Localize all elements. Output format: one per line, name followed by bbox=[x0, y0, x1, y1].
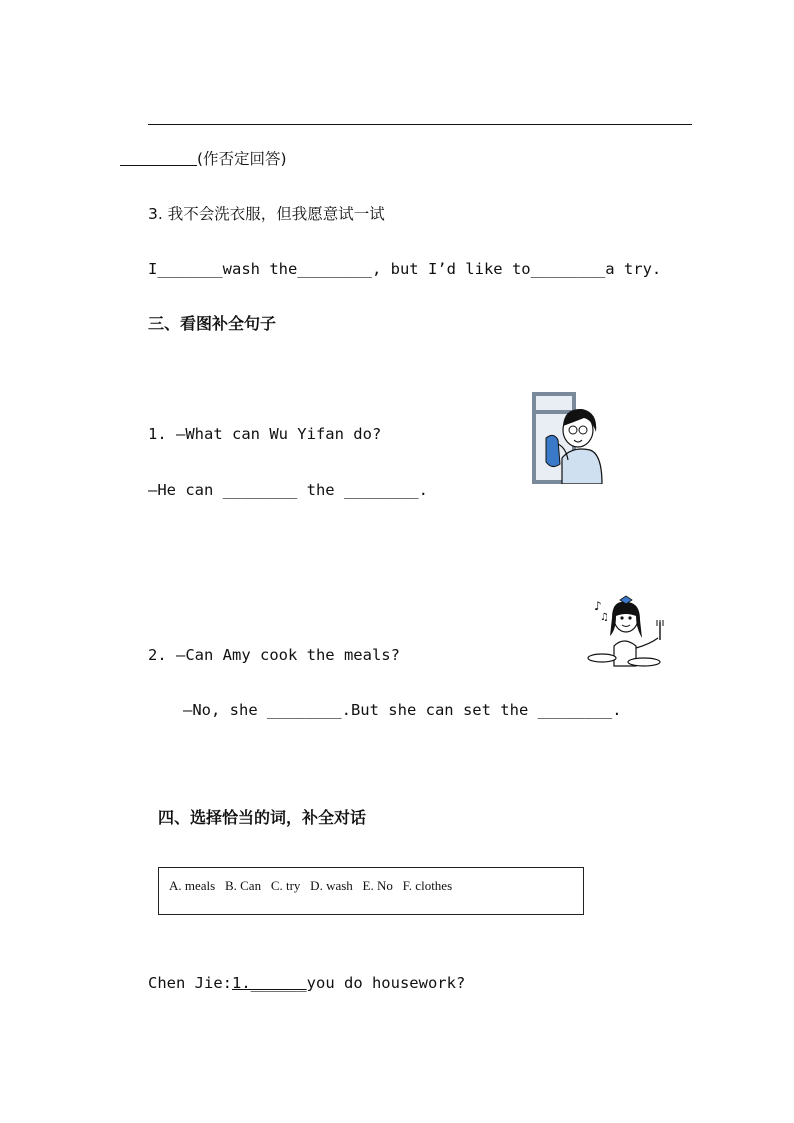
section-4-heading: 四、选择恰当的词，补全对话 bbox=[158, 808, 367, 827]
p3-q1-question: 1. —What can Wu Yifan do? bbox=[148, 425, 382, 443]
word-options-box bbox=[158, 867, 584, 915]
svg-text:♪: ♪ bbox=[594, 599, 602, 613]
q3-english-sentence: I_______wash the________, but I’d like to________a try. bbox=[148, 260, 662, 278]
p3-q2-answer: —No, she ________.But she can set the ________. bbox=[183, 701, 622, 719]
p3-q1-answer: —He can ________ the ________. bbox=[148, 481, 428, 499]
word-options: A. meals B. Can C. try D. wash E. No F. clothes bbox=[169, 878, 453, 893]
section-3-heading: 三、看图补全句子 bbox=[148, 314, 277, 333]
q3-chinese-prompt: 3. 我不会洗衣服，但我愿意试一试 bbox=[148, 205, 385, 223]
svg-text:♫: ♫ bbox=[600, 612, 609, 623]
dialogue-line-1 bbox=[148, 973, 465, 993]
dialogue-speaker: Chen Jie: bbox=[148, 974, 232, 992]
dialogue-blank: 1.______ bbox=[232, 974, 307, 992]
answer-line-short bbox=[120, 165, 197, 166]
p3-q2-question: 2. —Can Amy cook the meals? bbox=[148, 646, 400, 664]
dialogue-text: you do housework? bbox=[306, 974, 466, 992]
boy-cleaning-window-illustration bbox=[532, 392, 604, 484]
negative-answer-hint: (作否定回答) bbox=[197, 150, 287, 168]
answer-line-long bbox=[148, 124, 692, 125]
girl-setting-table-illustration bbox=[584, 588, 670, 668]
